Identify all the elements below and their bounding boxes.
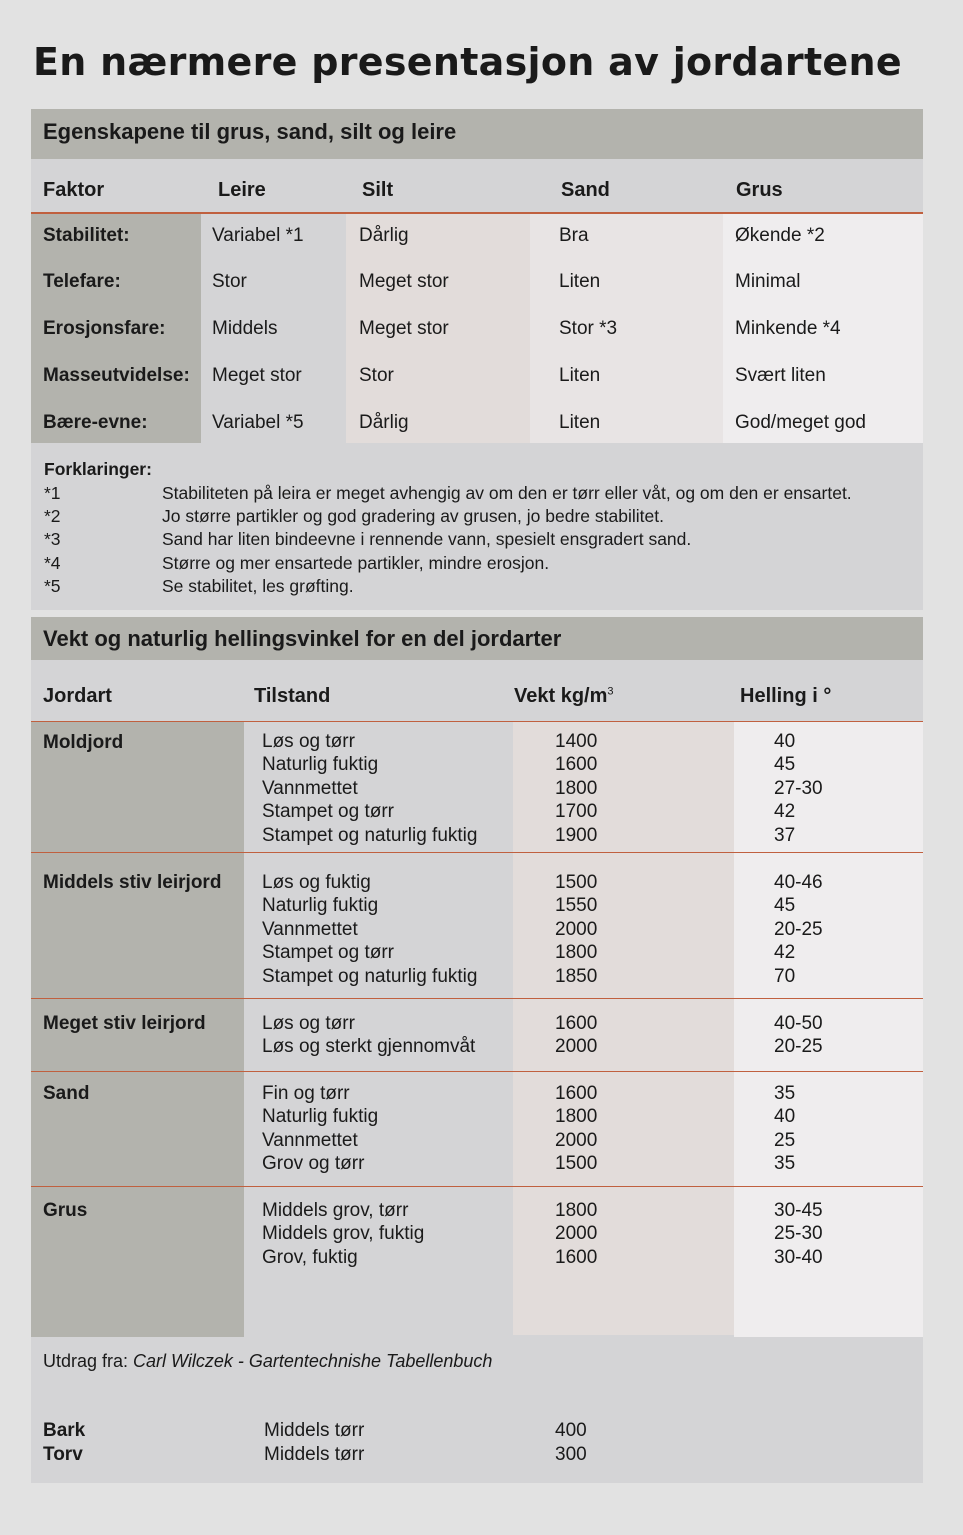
note-mark: *2 — [44, 506, 61, 526]
factor-label: Stabilitet: — [43, 225, 130, 246]
helling-list: 30-45 25-30 30-40 — [774, 1200, 823, 1268]
vekt-list: 1800 2000 1600 — [555, 1200, 598, 1268]
jordart-name: Sand — [43, 1083, 90, 1104]
silt-value: Dårlig — [359, 225, 409, 246]
leire-value: Stor — [212, 271, 247, 292]
extra-state: Middels tørr — [264, 1420, 365, 1441]
grus-value: Svært liten — [735, 365, 826, 386]
note-text: Stabiliteten på leira er meget avhengig av om den er tørr eller våt, og om den er ensartet. — [162, 483, 852, 503]
extra-weight: 300 — [555, 1444, 587, 1465]
col-grus: Grus — [736, 179, 783, 201]
factor-label: Telefare: — [43, 271, 121, 292]
factor-label: Masseutvidelse: — [43, 365, 190, 386]
group-divider — [31, 1186, 923, 1187]
tilstand-list: Løs og tørr Naturlig fuktig Vannmettet Stampet og tørr Stampet og naturlig fuktig — [262, 731, 478, 846]
col-sand: Sand — [561, 179, 610, 201]
jordart-name: Grus — [43, 1200, 88, 1221]
page-title: En nærmere presentasjon av jordartene — [33, 40, 902, 84]
sand-value: Stor *3 — [559, 318, 618, 339]
note-text: Jo større partikler og god gradering av grusen, jo bedre stabilitet. — [162, 506, 664, 526]
col-jordart: Jordart — [43, 685, 112, 707]
group-divider — [31, 998, 923, 999]
note-text: Sand har liten bindeevne i rennende vann, spesielt ensgradert sand. — [162, 529, 692, 549]
note-text: Større og mer ensartede partikler, mindre erosjon. — [162, 553, 550, 573]
col-vekt — [514, 685, 614, 708]
leire-value: Meget stor — [212, 365, 302, 386]
vekt-list: 1600 1800 2000 1500 — [555, 1083, 598, 1175]
grus-value: Minimal — [735, 271, 801, 292]
group-divider — [31, 1071, 923, 1072]
vekt-column-band — [513, 722, 734, 1335]
leire-value: Middels — [212, 318, 278, 339]
tilstand-list: Middels grov, tørr Middels grov, fuktig Grov, fuktig — [262, 1200, 425, 1268]
col-leire: Leire — [218, 179, 266, 201]
grus-value: Økende *2 — [735, 225, 825, 246]
properties-heading: Egenskapene til grus, sand, silt og leire — [31, 109, 923, 159]
notes-heading: Forklaringer: — [44, 459, 152, 479]
helling-column-band — [734, 722, 923, 1337]
col-vekt-label: Vekt kg/m — [514, 685, 608, 707]
source-title: Carl Wilczek - Gartentechnishe Tabellenbuch — [133, 1351, 493, 1371]
col-faktor: Faktor — [43, 179, 105, 201]
tilstand-list: Fin og tørr Naturlig fuktig Vannmettet Grov og tørr — [262, 1083, 379, 1175]
source-note — [43, 1351, 492, 1372]
vekt-list: 1600 2000 — [555, 1013, 598, 1058]
sand-value: Bra — [559, 225, 589, 246]
extra-weight: 400 — [555, 1420, 587, 1441]
weights-panel — [31, 617, 923, 1483]
vekt-list: 1400 1600 1800 1700 1900 — [555, 731, 598, 846]
factor-label: Bære-evne: — [43, 412, 148, 433]
jordart-name: Middels stiv leirjord — [43, 872, 222, 893]
note-mark: *5 — [44, 576, 61, 596]
jordart-name: Moldjord — [43, 732, 124, 753]
sand-value: Liten — [559, 271, 601, 292]
extra-state: Middels tørr — [264, 1444, 365, 1465]
silt-value: Stor — [359, 365, 394, 386]
jordart-name: Meget stiv leirjord — [43, 1013, 206, 1034]
grus-value: God/meget god — [735, 412, 866, 433]
col-silt: Silt — [362, 179, 394, 201]
sand-value: Liten — [559, 365, 601, 386]
leire-value: Variabel *5 — [212, 412, 304, 433]
factor-label: Erosjonsfare: — [43, 318, 166, 339]
col-helling: Helling i ° — [740, 685, 832, 707]
note-mark: *4 — [44, 553, 61, 573]
source-prefix: Utdrag fra: — [43, 1351, 134, 1371]
extra-name: Bark — [43, 1420, 86, 1441]
grus-value: Minkende *4 — [735, 318, 841, 339]
helling-list: 40-50 20-25 — [774, 1013, 823, 1058]
weights-heading: Vekt og naturlig hellingsvinkel for en del jordarter — [31, 617, 923, 660]
helling-list: 35 40 25 35 — [774, 1083, 796, 1175]
col-tilstand: Tilstand — [254, 685, 331, 707]
leire-value: Variabel *1 — [212, 225, 304, 246]
col-vekt-sup: 3 — [607, 685, 614, 698]
silt-value: Meget stor — [359, 271, 449, 292]
group-divider — [31, 852, 923, 853]
note-mark: *1 — [44, 483, 61, 503]
note-mark: *3 — [44, 529, 61, 549]
helling-list: 40-46 45 20-25 42 70 — [774, 872, 823, 987]
helling-list: 40 45 27-30 42 37 — [774, 731, 823, 846]
tilstand-list: Løs og fuktig Naturlig fuktig Vannmettet Stampet og tørr Stampet og naturlig fuktig — [262, 872, 478, 987]
silt-value: Meget stor — [359, 318, 449, 339]
vekt-list: 1500 1550 2000 1800 1850 — [555, 872, 598, 987]
sand-value: Liten — [559, 412, 601, 433]
extra-name: Torv — [43, 1444, 83, 1465]
tilstand-list: Løs og tørr Løs og sterkt gjennomvåt — [262, 1013, 476, 1058]
silt-value: Dårlig — [359, 412, 409, 433]
note-text: Se stabilitet, les grøfting. — [162, 576, 354, 596]
properties-panel — [31, 109, 923, 610]
